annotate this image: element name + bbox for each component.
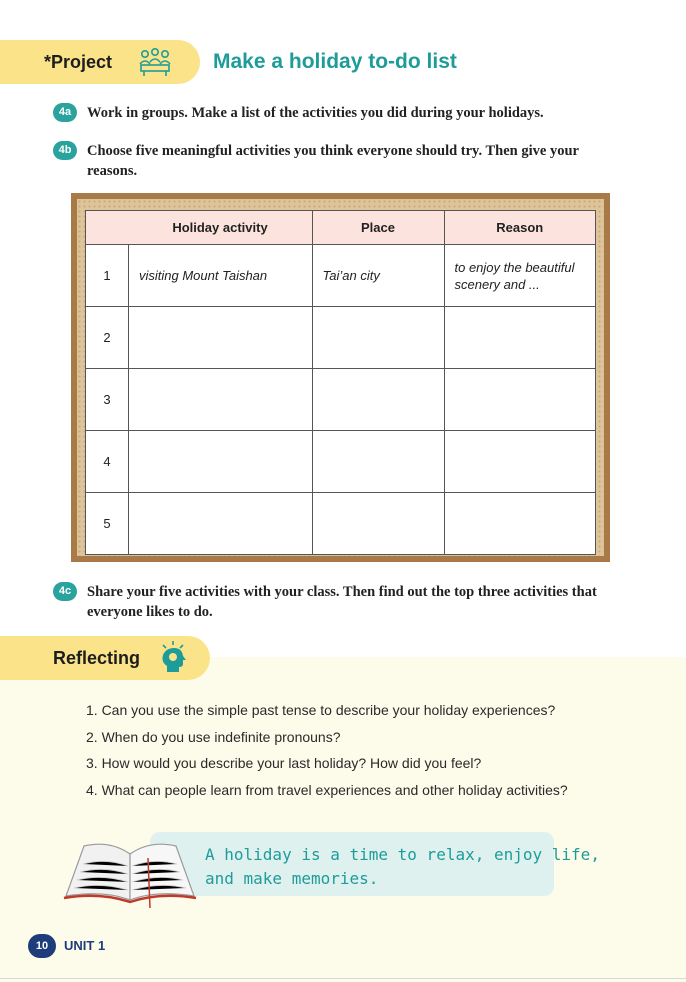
- activity-cell: [129, 307, 313, 369]
- activity-cell: [129, 431, 313, 493]
- page-number: 10: [28, 934, 56, 958]
- row-number: 3: [86, 369, 129, 431]
- place-cell: Tai’an city: [312, 245, 444, 307]
- quote-text: [205, 843, 600, 891]
- quote-line-1: A holiday is a time to relax, enjoy life,: [205, 845, 600, 864]
- list-item: 2. When do you use indefinite pronouns?: [86, 728, 341, 745]
- place-cell: [312, 431, 444, 493]
- list-item: 3. How would you describe your last holiday? How did you feel?: [86, 755, 482, 771]
- corkboard-frame: [71, 193, 610, 562]
- table-row: [86, 369, 596, 431]
- place-cell: [312, 493, 444, 555]
- table-header-num: [86, 211, 129, 245]
- table-row: [86, 493, 596, 555]
- reason-cell: [444, 369, 596, 431]
- task-text: Choose five meaningful activities you think everyone should try. Then give your reasons.: [87, 143, 579, 179]
- table-header-activity: Holiday activity: [129, 211, 313, 245]
- lightbulb-head-icon: [158, 640, 188, 674]
- task-4b: [53, 141, 613, 181]
- list-item: 4. What can people learn from travel experiences and other holiday activities?: [86, 781, 568, 798]
- reason-cell: [444, 431, 596, 493]
- table-header-place: Place: [312, 211, 444, 245]
- table-row: [86, 431, 596, 493]
- reflecting-label: Reflecting: [53, 648, 141, 668]
- row-number: 5: [86, 493, 129, 555]
- table-row: [86, 245, 596, 307]
- page-divider: [0, 978, 686, 979]
- task-badge: 4b: [53, 141, 77, 160]
- task-4a: [53, 103, 613, 123]
- row-number: 2: [86, 307, 129, 369]
- task-4c: [53, 582, 613, 622]
- task-text: Work in groups. Make a list of the activities you did during your holidays.: [87, 105, 544, 121]
- project-title: Make a holiday to-do list: [213, 50, 457, 73]
- task-text: Share your five activities with your class. Then find out the top three activities that everyone likes to do.: [87, 584, 597, 620]
- place-cell: [312, 307, 444, 369]
- table-row: [86, 307, 596, 369]
- task-badge: 4a: [53, 103, 77, 122]
- task-badge: 4c: [53, 582, 77, 601]
- group-people-icon: [136, 48, 174, 78]
- quote-line-2: and make memories.: [205, 869, 379, 888]
- place-cell: [312, 369, 444, 431]
- reason-cell: to enjoy the beautiful scenery and ...: [444, 245, 596, 307]
- row-number: 4: [86, 431, 129, 493]
- corkboard: [77, 199, 604, 556]
- table-header-reason: Reason: [444, 211, 596, 245]
- activity-cell: [129, 493, 313, 555]
- table-header-row: [86, 211, 596, 245]
- row-number: 1: [86, 245, 129, 307]
- unit-label: UNIT 1: [64, 938, 106, 953]
- reason-cell: [444, 493, 596, 555]
- reflecting-questions: [86, 700, 568, 806]
- list-item: 1. Can you use the simple past tense to describe your holiday experiences?: [86, 702, 556, 718]
- project-label: *Project: [44, 52, 113, 72]
- activity-cell: [129, 369, 313, 431]
- reason-cell: [444, 307, 596, 369]
- activity-cell: visiting Mount Taishan: [129, 245, 313, 307]
- open-book-icon: [60, 838, 200, 910]
- activity-table: [85, 210, 596, 555]
